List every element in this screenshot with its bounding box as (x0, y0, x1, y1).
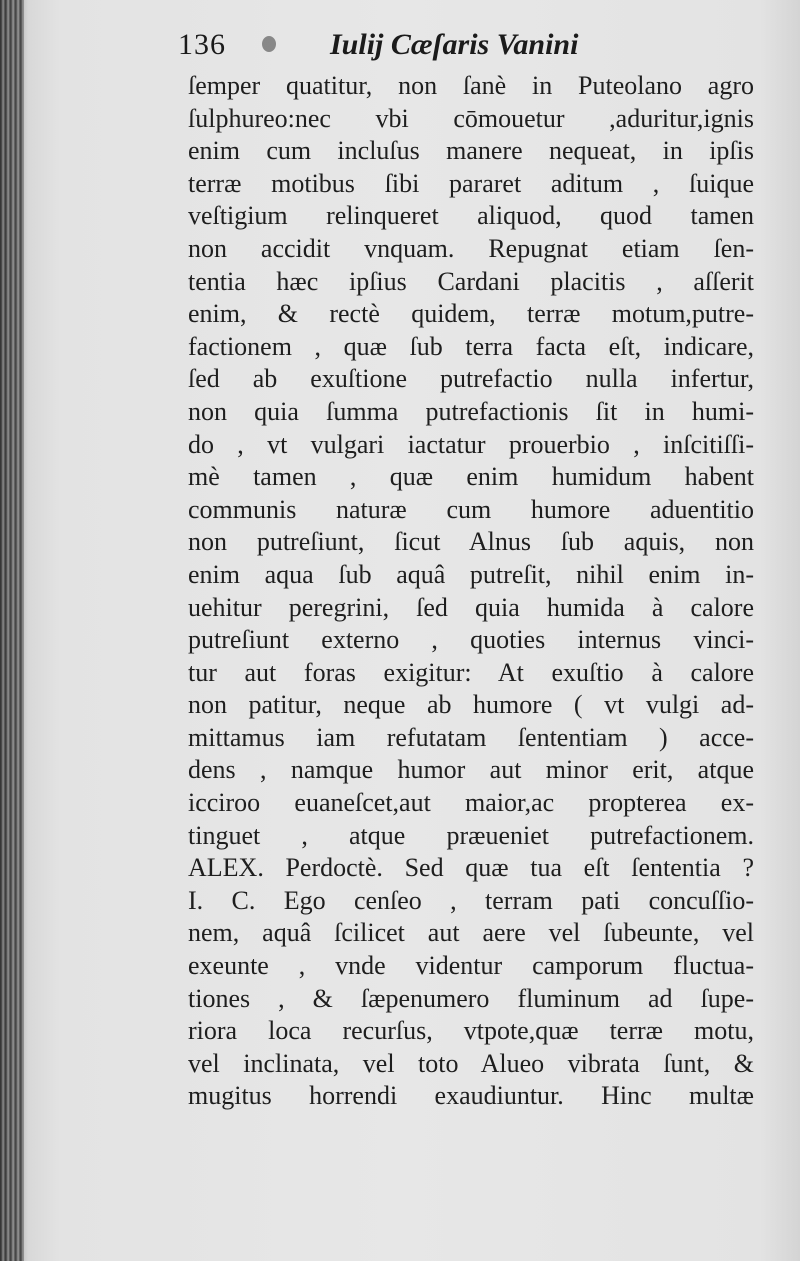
text-line: icciroo euaneſcet,aut maior,ac propterea ex- (188, 788, 754, 818)
text-line: I. C. Ego cenſeo , terram pati concuſſio- (188, 885, 754, 915)
text-line: terræ motibus ſibi pararet aditum , ſuique (188, 168, 754, 198)
page-header (178, 28, 738, 68)
running-title: Iulij Cæſaris Vanini (330, 28, 579, 61)
text-line: do , vt vulgari iactatur prouerbio , inſcitiſſi- (188, 429, 754, 459)
text-line: non accidit vnquam. Repugnat etiam ſen- (188, 233, 754, 263)
text-line: enim cum incluſus manere nequeat, in ipſis (188, 136, 754, 166)
text-line: non quia ſumma putrefactionis ſit in humi- (188, 396, 754, 426)
text-line: uehitur peregrini, ſed quia humida à calore (188, 592, 754, 622)
text-line: putreſiunt externo , quoties internus vinci- (188, 625, 754, 655)
text-line: veſtigium relinqueret aliquod, quod tamen (188, 201, 754, 231)
text-line: mugitus horrendi exaudiuntur. Hinc multæ (188, 1081, 754, 1111)
ink-blot (262, 36, 276, 52)
text-line: ſed ab exuſtione putrefactio nulla infertur, (188, 364, 754, 394)
text-line: nem, aquâ ſcilicet aut aere vel ſubeunte, vel (188, 918, 754, 948)
text-line: tentia hæc ipſius Cardani placitis , aſſerit (188, 266, 754, 296)
page-number: 136 (178, 28, 226, 61)
book-binding-edge (0, 0, 24, 1261)
text-line: exeunte , vnde videntur camporum fluctua- (188, 951, 754, 981)
text-line: dens , namque humor aut minor erit, atque (188, 755, 754, 785)
text-line: enim, & rectè quidem, terræ motum,putre- (188, 299, 754, 329)
text-line: tiones , & ſæpenumero fluminum ad ſupe- (188, 983, 754, 1013)
text-line: tur aut foras exigitur: At exuſtio à calore (188, 657, 754, 687)
text-line: ſulphureo:nec vbi cōmouetur ,aduritur,ignis (188, 103, 754, 133)
text-line: mè tamen , quæ enim humidum habent (188, 462, 754, 492)
text-line: factionem , quæ ſub terra facta eſt, indicare, (188, 331, 754, 361)
text-line: mittamus iam refutatam ſententiam ) acce- (188, 722, 754, 752)
text-line: tinguet , atque præueniet putrefactionem. (188, 820, 754, 850)
text-line: ALEX. Perdoctè. Sed quæ tua eſt ſententia ? (188, 853, 754, 883)
text-line: vel inclinata, vel toto Alueo vibrata ſunt, & (188, 1048, 754, 1078)
body-text (188, 70, 754, 1113)
text-line: riora loca recurſus, vtpote,quæ terræ motu, (188, 1016, 754, 1046)
text-line: enim aqua ſub aquâ putreſit, nihil enim in- (188, 559, 754, 589)
text-line: ſemper quatitur, non ſanè in Puteolano agro (188, 71, 754, 100)
text-line: communis naturæ cum humore aduentitio (188, 494, 754, 524)
text-line: non putreſiunt, ſicut Alnus ſub aquis, non (188, 527, 754, 557)
text-line: non patitur, neque ab humore ( vt vulgi ad- (188, 690, 754, 720)
